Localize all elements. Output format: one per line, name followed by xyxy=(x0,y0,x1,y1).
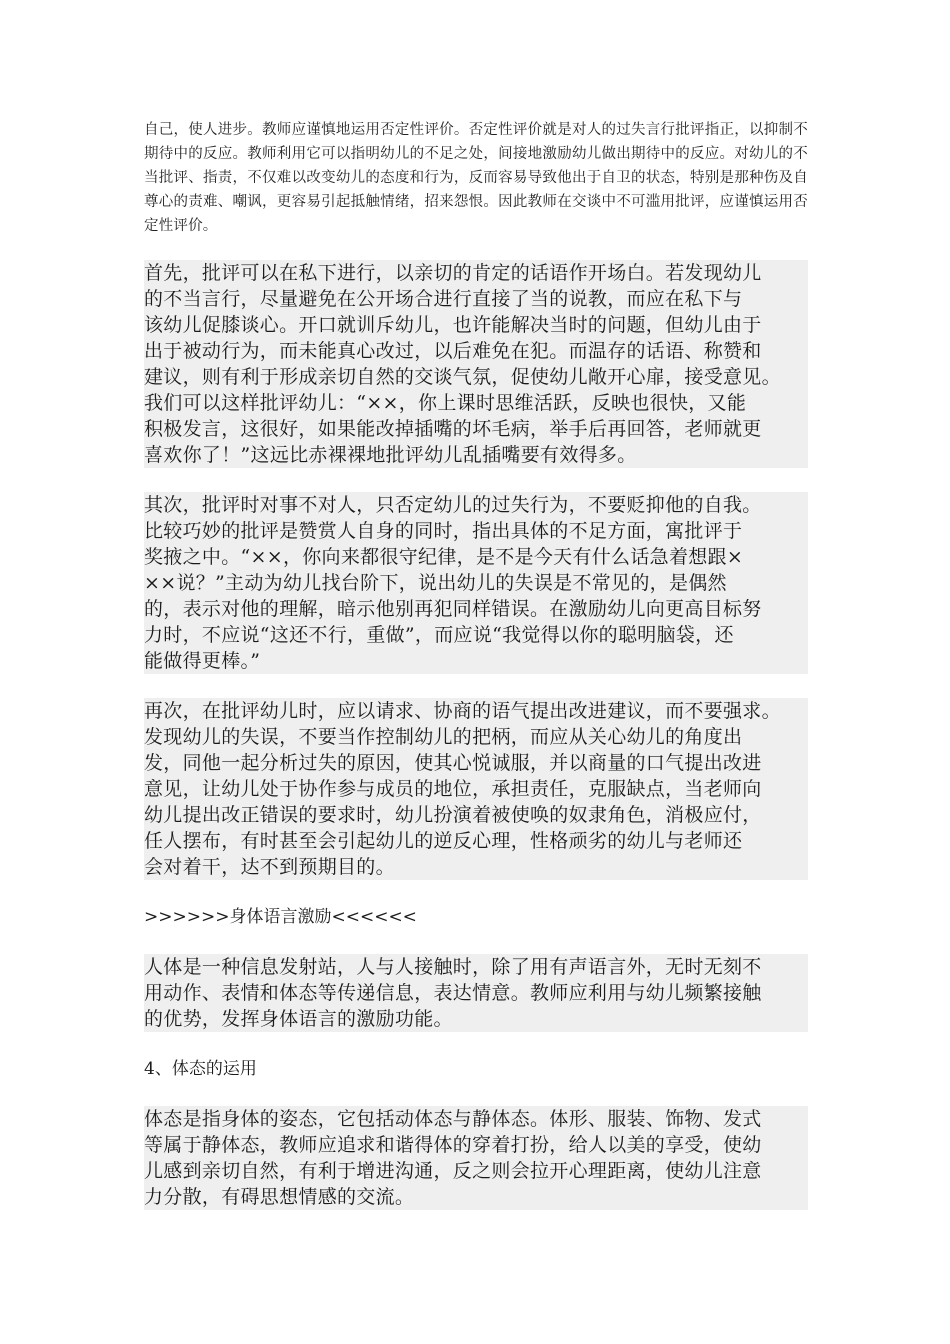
text-line: 我们可以这样批评幼儿：“××，你上课时思维活跃，反映也很快，又能 xyxy=(144,390,808,416)
paragraph-request-tone xyxy=(144,698,808,880)
text-line: 首先，批评可以在私下进行，以亲切的肯定的话语作开场白。若发现幼儿 xyxy=(144,260,808,286)
text-line: 力时，不应说“这还不行，重做”，而应说“我觉得以你的聪明脑袋，还 xyxy=(144,622,808,648)
paragraph-behavior-not-person xyxy=(144,492,808,674)
paragraph-posture xyxy=(144,1106,808,1210)
text-line: 积极发言，这很好，如果能改掉插嘴的坏毛病，举手后再回答，老师就更 xyxy=(144,416,808,442)
text-line: 任人摆布，有时甚至会引起幼儿的逆反心理，性格顽劣的幼儿与老师还 xyxy=(144,828,808,854)
text-line: 力分散，有碍思想情感的交流。 xyxy=(144,1184,808,1210)
text-line: 幼儿提出改正错误的要求时，幼儿扮演着被使唤的奴隶角色，消极应付， xyxy=(144,802,808,828)
text-line: 儿感到亲切自然，有利于增进沟通，反之则会拉开心理距离，使幼儿注意 xyxy=(144,1158,808,1184)
text-line: 意见，让幼儿处于协作参与成员的地位，承担责任，克服缺点，当老师向 xyxy=(144,776,808,802)
text-line: 的不当言行，尽量避免在公开场合进行直接了当的说教，而应在私下与 xyxy=(144,286,808,312)
section-heading-body-language: >>>>>>身体语言激励<<<<<< xyxy=(144,907,417,927)
text-line: 的，表示对他的理解，暗示他别再犯同样错误。在激励幼儿向更高目标努 xyxy=(144,596,808,622)
text-line: 其次，批评时对事不对人，只否定幼儿的过失行为，不要贬抑他的自我。 xyxy=(144,492,808,518)
text-line: 再次，在批评幼儿时，应以请求、协商的语气提出改进建议，而不要强求。 xyxy=(144,698,808,724)
text-line: ××说？”主动为幼儿找台阶下，说出幼儿的失误是不常见的，是偶然 xyxy=(144,570,808,596)
text-line: 会对着干，达不到预期目的。 xyxy=(144,854,808,880)
subheading-posture: 4、体态的运用 xyxy=(144,1059,257,1079)
text-line: 出于被动行为，而未能真心改过，以后难免在犯。而温存的话语、称赞和 xyxy=(144,338,808,364)
document-page xyxy=(144,118,808,1234)
text-line: 发，同他一起分析过失的原因，使其心悦诚服，并以商量的口气提出改进 xyxy=(144,750,808,776)
text-line: 能做得更棒。” xyxy=(144,648,808,674)
paragraph-body-language xyxy=(144,954,808,1032)
text-line: 比较巧妙的批评是赞赏人自身的同时，指出具体的不足方面，寓批评于 xyxy=(144,518,808,544)
text-line: 人体是一种信息发射站，人与人接触时，除了用有声语言外，无时无刻不 xyxy=(144,954,808,980)
text-line: 喜欢你了！”这远比赤裸裸地批评幼儿乱插嘴要有效得多。 xyxy=(144,442,808,468)
text-line: 的优势，发挥身体语言的激励功能。 xyxy=(144,1006,808,1032)
text-line: 建议，则有利于形成亲切自然的交谈气氛，促使幼儿敞开心扉，接受意见。 xyxy=(144,364,808,390)
text-line: 体态是指身体的姿态，它包括动体态与静体态。体形、服装、饰物、发式 xyxy=(144,1106,808,1132)
text-line: 等属于静体态，教师应追求和谐得体的穿着打扮，给人以美的享受，使幼 xyxy=(144,1132,808,1158)
intro-paragraph: 自己，使人进步。教师应谨慎地运用否定性评价。否定性评价就是对人的过失言行批评指正，以抑制不期待中的反应。教师利用它可以指明幼儿的不足之处，间接地激励幼儿做出期待中的反应。对幼儿的不当批评、指责，不仅难以改变幼儿的态度和行为，反而容易导致他出于自卫的状态，特别是那种伤及自尊心的责难、嘲讽，更容易引起抵触情绪，招来怨恨。因此教师在交谈中不可滥用批评，应谨慎运用否定性评价。 xyxy=(144,122,808,234)
paragraph-criticize-privately xyxy=(144,260,808,468)
text-line: 发现幼儿的失误，不要当作控制幼儿的把柄，而应从关心幼儿的角度出 xyxy=(144,724,808,750)
text-line: 该幼儿促膝谈心。开口就训斥幼儿，也许能解决当时的问题，但幼儿由于 xyxy=(144,312,808,338)
text-line: 奖掖之中。“××，你向来都很守纪律，是不是今天有什么话急着想跟× xyxy=(144,544,808,570)
text-line: 用动作、表情和体态等传递信息，表达情意。教师应利用与幼儿频繁接触 xyxy=(144,980,808,1006)
